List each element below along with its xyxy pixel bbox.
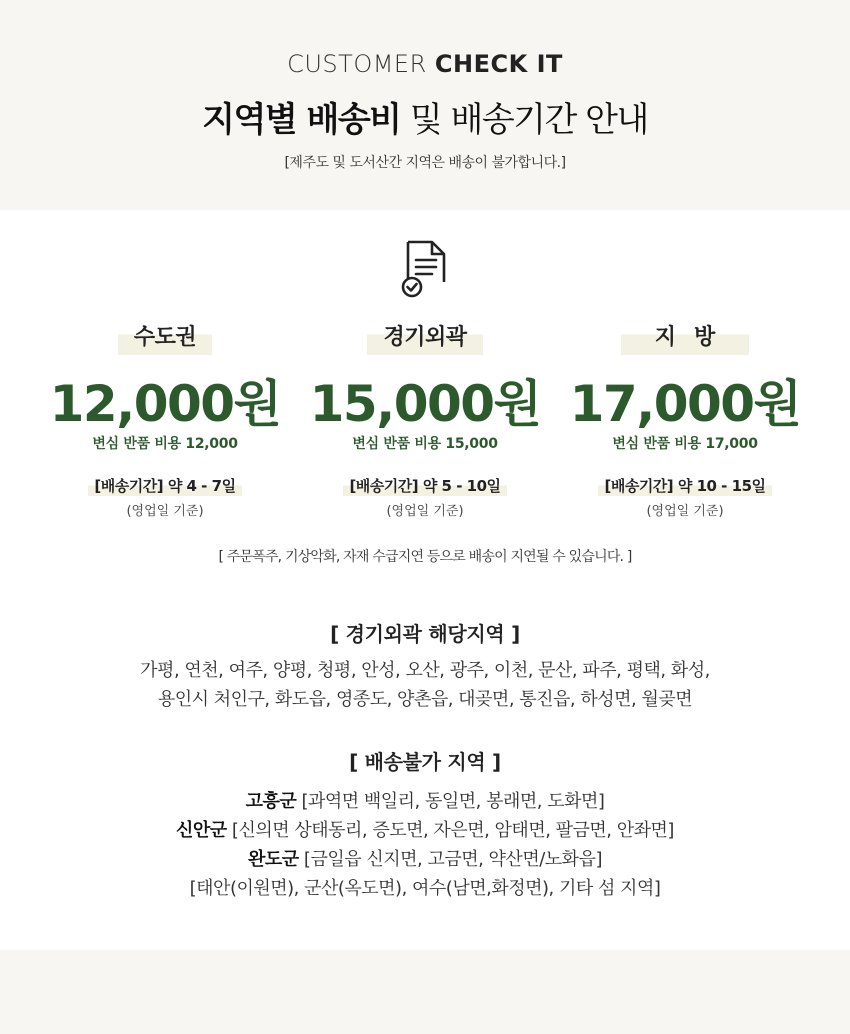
period-note: (영업일 기준) [386, 504, 464, 519]
county-detail: [금일읍 신지면, 고금면, 약산면/노화읍] [298, 849, 602, 870]
region-name: 지방 [621, 318, 750, 355]
no-delivery-list [0, 787, 850, 903]
county-detail: [신의면 상태동리, 증도면, 자은면, 암태면, 팔금면, 안좌면] [226, 820, 674, 841]
return-cost: 변심 반품 비용 12,000 [92, 436, 238, 452]
return-cost: 변심 반품 비용 15,000 [352, 436, 498, 452]
county-detail: [태안(이원면), 군산(옥도면), 여수(남면,화정면), 기타 섬 지역] [189, 878, 661, 899]
outer-area-title: [ 경기외곽 해당지역 ] [330, 622, 520, 646]
period-note: (영업일 기준) [646, 504, 724, 519]
eyebrow [0, 50, 850, 78]
list-item [0, 845, 850, 874]
list-item [0, 787, 850, 816]
region-price: 12,000원 [49, 375, 281, 433]
footer-band [0, 950, 850, 1034]
delivery-period: [배송기간] 약 5 - 10일 [343, 475, 506, 496]
county-name: 완도군 [248, 849, 299, 870]
list-item: 가평, 연천, 여주, 양평, 청평, 안성, 오산, 광주, 이천, 문산, 파주, 평택, 화성, [140, 660, 710, 681]
eyebrow-light: CUSTOMER [287, 50, 427, 78]
page-title-normal: 및 배송기간 안내 [409, 100, 648, 140]
region-gyeonggi-outer [295, 318, 555, 519]
delivery-period: [배송기간] 약 10 - 15일 [598, 475, 771, 496]
page-title [0, 92, 850, 141]
region-provinces [555, 318, 815, 519]
list-item: 용인시 처인구, 화도읍, 영종도, 양촌읍, 대곶면, 통진읍, 하성면, 월곶면 [157, 689, 693, 710]
region-price: 17,000원 [569, 375, 801, 433]
region-price: 15,000원 [309, 375, 541, 433]
outer-area-list [0, 656, 850, 714]
county-name: 신안군 [176, 820, 227, 841]
region-capital [35, 318, 295, 519]
region-name: 경기외곽 [367, 318, 482, 355]
island-notice: [제주도 및 도서산간 지역은 배송이 불가합니다.] [284, 155, 566, 171]
eyebrow-bold: CHECK IT [434, 50, 563, 78]
no-delivery-title: [ 배송불가 지역 ] [349, 750, 501, 774]
delivery-period: [배송기간] 약 4 - 7일 [88, 475, 241, 496]
period-note: (영업일 기준) [126, 504, 204, 519]
county-name: 고흥군 [245, 791, 297, 812]
region-name: 수도권 [118, 318, 212, 355]
document-check-icon [400, 240, 450, 298]
county-detail: [과역면 백일리, 동일면, 봉래면, 도화면] [296, 791, 605, 812]
list-item [0, 874, 850, 903]
page-title-bold: 지역별 배송비 [202, 100, 401, 140]
list-item [0, 816, 850, 845]
return-cost: 변심 반품 비용 17,000 [612, 436, 758, 452]
delay-notice: [ 주문폭주, 기상악화, 자재 수급지연 등으로 배송이 지연될 수 있습니다. ] [218, 549, 632, 565]
